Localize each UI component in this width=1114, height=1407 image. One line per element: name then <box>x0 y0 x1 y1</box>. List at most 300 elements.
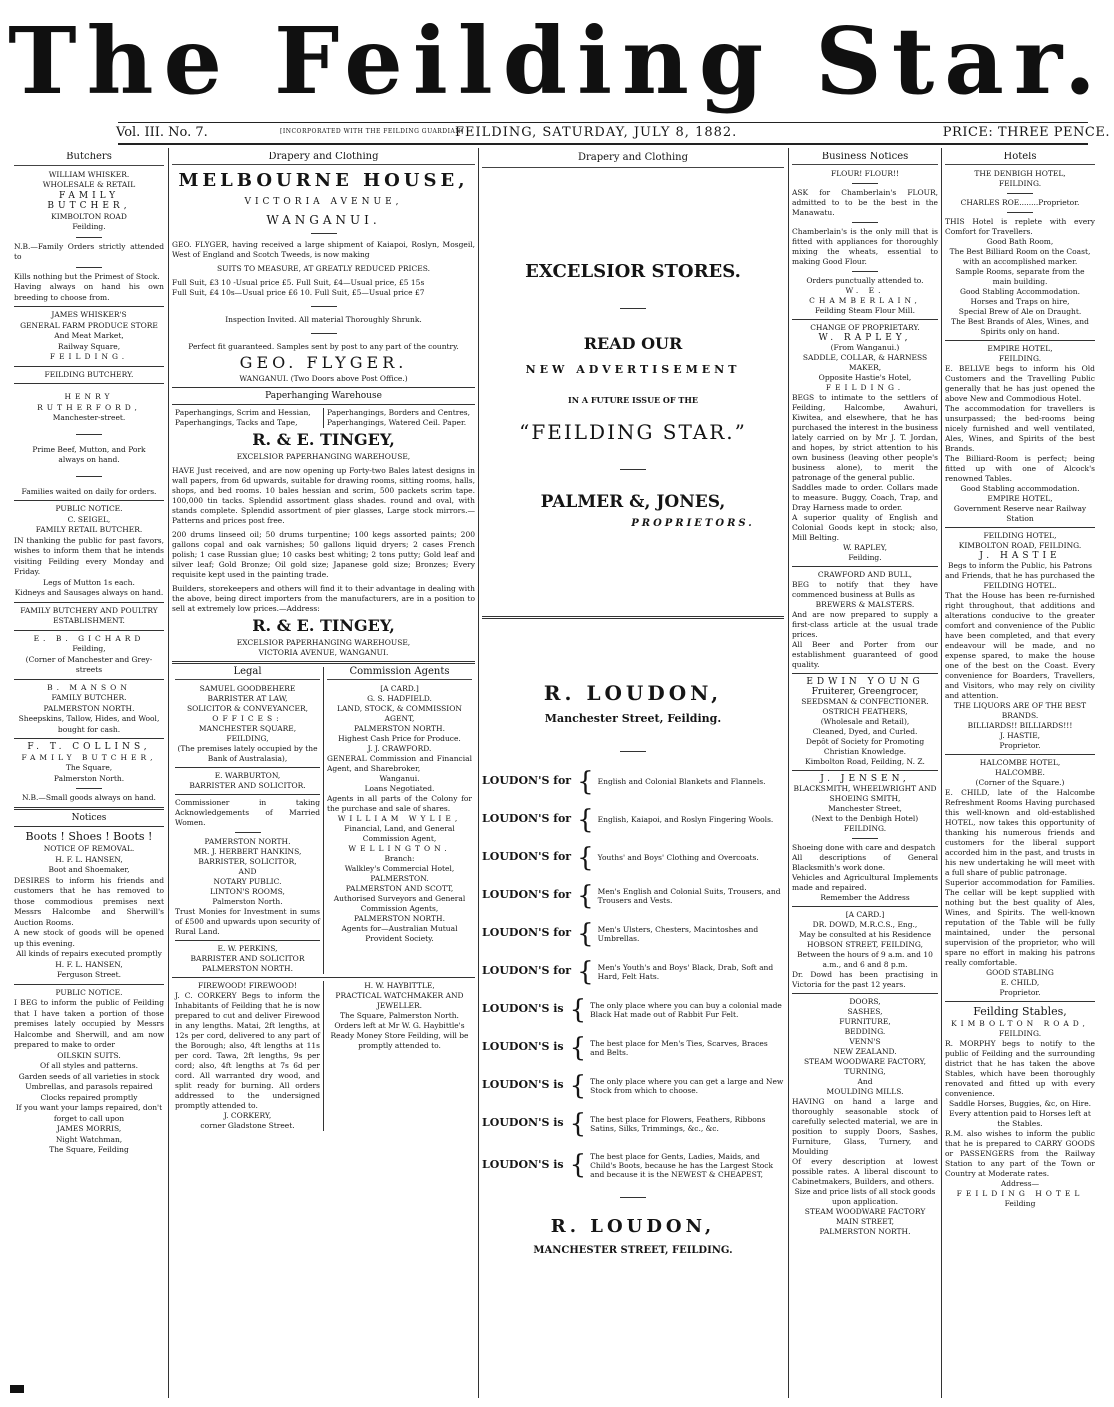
advert-name: “FEILDING STAR.” <box>519 419 747 444</box>
advert-text: E. BELLVE begs to inform his Old Customers and the Travelling Public generally that he has just opened the above New and Commodious Hotel. <box>945 364 1095 403</box>
advert-text: Agents in all parts of the Colony for the purchase and sale of shares. <box>327 794 472 813</box>
advert-name: FAMILY BUTCHER, <box>47 190 131 211</box>
advert-text: Saddles made to order. Collars made to measure. Buggy, Coach, Trap, and Dray Harness made to order. <box>792 483 938 512</box>
advert-name: E. B. GICHARD <box>33 633 145 643</box>
advert-text: KIMBOLTON ROAD, <box>951 1019 1089 1028</box>
divider <box>311 233 337 234</box>
advert-text: Feilding <box>1004 1199 1036 1208</box>
advert-text: (From Wanganui.) <box>830 343 900 352</box>
advert-name: W. RAPLEY, <box>818 333 912 343</box>
column-separator <box>941 148 942 1398</box>
advert-text: Full Suit, £3 10 -Usual price £5. Full Suit, £4—Usual price, £5 15s <box>172 278 425 287</box>
advert-text: BEGS to intimate to the settlers of Feilding, Halcombe, Awahuri, Kiwitea, and elsewhere, that he has purchased the interest in the business lately carried on by Mr J. T. Jordan, and hopes, by strict attention to his own business (leaving other people's business alone), to merit the patronage of the general public. <box>792 393 938 482</box>
divider <box>852 838 878 839</box>
advert-text: corner Gladstone Street. <box>200 1121 295 1130</box>
advert-text: (Corner of Manchester and Grey-streets <box>25 654 153 674</box>
advert-text: May be consulted at his Residence <box>798 930 932 939</box>
loudon-list-item <box>482 1032 784 1063</box>
advert-name: H. F. L. HANSEN, <box>55 959 123 969</box>
advert-name: J. CORKERY, <box>223 1111 272 1120</box>
divider <box>14 807 164 810</box>
divider <box>175 794 320 795</box>
divider <box>172 404 475 405</box>
section-header: Notices <box>71 812 107 823</box>
advert-text: Authorised Surveyors and General <box>333 894 466 903</box>
advert-text: BILLIARDS!! BILLIARDS!!! <box>967 721 1073 730</box>
advert-text: HAVING on hand a large and thoroughly seasonable stock of carefully selected material, we are in position to supply Doors, Sashes, Furniture, Glass, Turnery, and Moulding <box>792 1097 938 1156</box>
advert-name: FLOUR! FLOUR!! <box>830 169 900 178</box>
advert-text: Manchester Street, <box>828 804 902 813</box>
brace-icon: { <box>577 842 594 873</box>
advert-text: Prime Beef, Mutton, and Pork <box>32 444 146 454</box>
advert-name: G. S. HADFIELD. <box>367 694 432 703</box>
advert-text: FAMILY BUTCHER, <box>21 752 157 762</box>
advert-text: Depôt of Society for Promoting Christian Knowledge. <box>805 737 925 756</box>
section-header: Paperhanging Warehouse <box>265 391 382 401</box>
advert-text: The Best Brands of Ales, Wines, and Spirits only on hand. <box>951 317 1089 336</box>
divider <box>1007 193 1033 194</box>
divider <box>792 319 938 320</box>
divider <box>620 751 646 752</box>
advert-text: PALMERSTON NORTH. <box>354 724 445 733</box>
advert-text: Kidneys and Sausages always on hand. <box>14 588 164 597</box>
advert-text: WELLINGTON. <box>348 844 451 853</box>
advert-text: MANCHESTER SQUARE, <box>198 724 297 733</box>
firewood-column <box>172 981 323 1131</box>
advert-name: E. WARBURTON, <box>214 771 281 780</box>
commission-column <box>323 667 475 974</box>
advert-text: IN thanking the public for past favors, wishes to inform them that he intends visiting Feilding every Monday and Friday. <box>14 535 164 576</box>
column-drapery-loudon <box>482 152 784 1392</box>
brace-icon: { <box>569 1032 587 1063</box>
advert-text: FEILDING. <box>998 1029 1042 1038</box>
advert-text: Feilding. <box>848 553 882 562</box>
advert-text: OFFICES: <box>212 714 283 723</box>
brace-icon: { <box>577 880 594 911</box>
advert-text: MOULDING MILLS. <box>826 1087 904 1096</box>
advert-text: SUITS TO MEASURE, AT GREATLY REDUCED PRICES. <box>217 264 430 273</box>
advert-text: Palmerston North. <box>212 897 283 906</box>
advert-text: Orders punctually attended to. <box>806 276 924 285</box>
advert-name: EDWIN YOUNG <box>806 677 924 687</box>
divider <box>945 1001 1095 1002</box>
divider <box>14 630 164 631</box>
loudon-item-text: The best place for Flowers, Feathers, Ribbons Satins, Silks, Trimmings, &c., &c. <box>590 1114 766 1133</box>
price: PRICE: THREE PENCE. <box>942 125 1110 140</box>
divider <box>852 271 878 272</box>
divider <box>14 306 164 307</box>
loudon-item-key: LOUDON'S for <box>482 850 572 864</box>
advert-text: PALMERSTON NORTH. <box>202 964 293 973</box>
advert-text: Fruiterer, Greengrocer, <box>811 687 919 697</box>
divider <box>14 984 164 985</box>
advert-text: Good Stabling Accommodation. <box>960 287 1080 296</box>
masthead <box>0 0 1114 122</box>
advert-text: FEILDING, <box>226 734 269 743</box>
divider <box>852 222 878 223</box>
advert-text: Saddle Horses, Buggies, &c, on Hire. <box>948 1099 1092 1108</box>
section-header: Hotels <box>945 152 1095 165</box>
advert-text: HAVE Just received, and are now opening up Forty-two Bales latest designs in wall papers, from 6d upwards, suitable for drawing rooms, sitting rooms, halls, shops, and bed rooms. 10 bales hessian and scrim, 500 packets scrim tape. 100,000 tin tacks. Splendid assortment glass shades. round and oval, with stands complete. Splendid assortment of pier glasses, Large stock mirrors.—Patterns and prices post free. <box>172 466 475 525</box>
loudon-list-item <box>482 766 784 797</box>
advert-name: W. E. CHAMBERLAIN, <box>809 286 921 305</box>
divider <box>235 832 261 833</box>
advert-text: Railway Square, <box>57 341 121 351</box>
advert-text: PALMERSTON NORTH. <box>43 703 135 713</box>
loudon-item-text: English and Colonial Blankets and Flannels. <box>597 777 766 786</box>
advert-text: A new stock of goods will be opened up this evening. <box>14 928 164 948</box>
advert-text: always on hand. <box>58 455 120 464</box>
advert-text: PROPRIETORS. <box>631 517 755 529</box>
advert-text: NOTICE OF REMOVAL. <box>43 844 135 853</box>
advert-name: CHANGE OF PROPRIETARY. <box>810 323 920 332</box>
advert-name: J. HASTIE <box>979 551 1061 561</box>
incorporated-note: [INCORPORATED WITH THE FEILDING GUARDIAN] <box>280 128 464 135</box>
advert-text: J. C. CORKERY Begs to inform the Inhabitants of Feilding that he is now prepared to cut and deliver Firewood in any lengths. Matai, 2ft lengths, at 12s per cord, delivered to any part of the Borough; also, 4ft lengths at 11s per cord. Tawa, 2ft lengths, 9s per cord; also, 4ft lengths at 7s 6d per cord. All warranted dry wood, and split ready for burning. All orders addressed to the undersigned promptly attended to. <box>175 991 320 1110</box>
advert-text: Begs to inform the Public, his Patrons and Friends, that he has purchased the <box>945 561 1095 580</box>
advert-text: Dr. Dowd has been practising in Victoria for the past 12 years. <box>792 970 938 989</box>
advert-text: Families waited on daily for orders. <box>21 486 157 496</box>
advert-text: (Next to the Denbigh Hotel) <box>811 814 919 823</box>
divider <box>76 434 102 435</box>
advert-name: READ OUR <box>583 333 683 353</box>
advert-text: FEILDING. <box>998 179 1042 188</box>
divider <box>620 469 646 470</box>
masthead-title: The Feilding Star. <box>8 7 1106 115</box>
dateline <box>110 125 1110 141</box>
advert-text: NEW ADVERTISEMENT <box>525 362 741 376</box>
advert-text: Manchester Street, Feilding. <box>544 711 722 725</box>
loudon-list-item <box>482 1070 784 1101</box>
divider <box>311 306 337 307</box>
dateline-rule <box>118 143 1088 145</box>
advert-name: WILLIAM WHISKER. <box>48 169 130 179</box>
advert-text: HOBSON STREET, FEILDING, <box>806 940 924 949</box>
advert-text: Financial, Land, and General Commission Agent, <box>344 824 455 843</box>
divider <box>482 616 784 619</box>
advert-text: GEO. FLYGER, having received a large shipment of Kaiapoi, Roslyn, Mosgeil, West of England and Scotch Tweeds, is now making <box>172 240 475 259</box>
column-separator <box>478 148 479 1398</box>
advert-name: GEO. FLYGER. <box>239 353 408 372</box>
advert-text: Paperhangings, Scrim and Hessian, Paperhangings, Tacks and Tape, <box>175 408 311 427</box>
advert-name: E. W. PERKINS, <box>217 944 278 953</box>
advert-text: MANCHESTER STREET, FEILDING. <box>533 1244 733 1256</box>
advert-text: Palmerston North. <box>53 773 125 783</box>
loudon-item-text: Men's English and Colonial Suits, Trousers, and Trousers and Vests. <box>597 886 781 905</box>
scan-mark <box>10 1385 24 1393</box>
divider <box>175 940 320 941</box>
advert-text: Boot and Shoemaker, <box>48 865 130 874</box>
advert-text: [A CARD.] <box>380 684 419 693</box>
advert-text: Legs of Mutton 1s each. <box>43 577 135 587</box>
advert-text: SASHES, <box>847 1007 883 1016</box>
advert-name: R. LOUDON, <box>543 680 723 705</box>
loudon-item-key: LOUDON'S is <box>482 1002 564 1016</box>
advert-name: C. SEIGEL, <box>67 514 111 524</box>
advert-name: WILLIAM WYLIE, <box>337 814 462 823</box>
advert-text: VICTORIA AVENUE, WANGANUI. <box>258 648 389 657</box>
brace-icon: { <box>569 1070 587 1101</box>
advert-text: bought for cash. <box>57 724 121 734</box>
loudon-list <box>482 766 784 1180</box>
loudon-item-key: LOUDON'S for <box>482 964 572 978</box>
divider <box>792 673 938 674</box>
advert-text: WHOLESALE & RETAIL <box>42 180 136 189</box>
divider <box>14 679 164 680</box>
divider <box>311 333 337 334</box>
advert-text: Ferguson Street. <box>56 970 122 979</box>
advert-name: R. & E. TINGEY, <box>252 430 395 449</box>
advert-name: OILSKIN SUITS. <box>57 1050 121 1060</box>
advert-name: MELBOURNE HOUSE, <box>178 170 469 191</box>
advert-text: BLACKSMITH, WHEELWRIGHT AND SHOEING SMITH, <box>793 784 937 803</box>
advert-text: Manchester-street. <box>52 413 126 422</box>
advert-name: VENN'S <box>849 1037 881 1046</box>
advert-name: JAMES MORRIS, <box>56 1124 122 1133</box>
section-header: Drapery and Clothing <box>172 152 475 165</box>
advert-name: H. W. HAYBITTLE, <box>364 981 435 990</box>
advert-text: (The premises lately occupied by the Bank of Australasia), <box>177 744 318 763</box>
advert-text: BARRISTER, SOLICITOR, <box>198 857 297 866</box>
advert-text: CHARLES ROE........Proprietor. <box>960 198 1080 207</box>
divider <box>172 661 475 664</box>
advert-text: Every attention paid to Horses left at the Stables. <box>949 1109 1091 1128</box>
advert-text: R.M. also wishes to inform the public that he is prepared to CARRY GOODS or PASSENGERS from the Railway Station to any part of the Town or Country at Moderate rates. <box>945 1129 1095 1178</box>
advert-text: STEAM WOODWARE FACTORY, <box>803 1057 926 1066</box>
advert-text: Commissioner in taking Acknowledgements of Married Women. <box>175 798 320 827</box>
section-header: Commission Agents <box>327 667 472 680</box>
advert-text: Umbrellas, and parasols repaired <box>25 1082 153 1091</box>
advert-text: GENERAL FARM PRODUCE STORE <box>20 320 158 330</box>
advert-text: IN A FUTURE ISSUE OF THE <box>568 394 698 405</box>
loudon-item-text: Men's Ulsters, Chesters, Macintoshes and Umbrellas. <box>597 924 759 943</box>
advert-text: (Wholesale and Retail), <box>820 717 910 726</box>
loudon-item-key: LOUDON'S for <box>482 926 572 940</box>
divider <box>792 906 938 907</box>
advert-text: Orders left at Mr W. G. Haybittle's Ready Money Store Feilding, will be promptly attended to. <box>330 1021 469 1050</box>
legal-commission-split <box>172 667 475 974</box>
divider <box>945 527 1095 528</box>
advert-text: SADDLE, COLLAR, & HARNESS MAKER, <box>802 353 928 372</box>
advert-text: R. MORPHY begs to notify to the public of Feilding and the surrounding district that he has taken the above Stables, which have been thoroughly renovated and fitted up with every convenience. <box>945 1039 1095 1098</box>
advert-name: HENRY RUTHERFORD, <box>37 392 141 412</box>
advert-text: Kimbolton Road, Feilding, N. Z. <box>805 757 925 766</box>
divider <box>172 977 475 978</box>
loudon-list-item <box>482 918 784 949</box>
advert-text: Of all styles and patterns. <box>39 1061 138 1070</box>
divider <box>14 366 164 367</box>
brace-icon: { <box>569 1150 587 1180</box>
advert-text: FURNITURE, <box>839 1017 891 1026</box>
section-header: Business Notices <box>792 152 938 165</box>
divider <box>76 237 102 238</box>
divider <box>14 602 164 603</box>
divider <box>14 826 164 827</box>
advert-text: FEILDING. <box>843 824 887 833</box>
advert-text: The Square, Palmerston North. <box>340 1011 459 1020</box>
advert-name: H. F. L. HANSEN, <box>55 854 123 864</box>
advert-name: FEILDING BUTCHERY. <box>44 369 134 379</box>
advert-text: PALMERSTON NORTH. <box>819 1227 911 1236</box>
advert-text: KIMBOLTON ROAD <box>51 211 127 221</box>
advert-text: Kills nothing but the Primest of Stock. <box>14 271 160 281</box>
advert-text: The Billiard-Room is perfect; being fitted up with one of Alcock's renowned Tables. <box>945 454 1095 483</box>
advert-text: Cleaned, Dyed, and Curled. <box>812 727 918 736</box>
divider <box>175 767 320 768</box>
advert-name: F. T. COLLINS, <box>27 742 151 752</box>
advert-text: Garden seeds of all varieties in stock <box>18 1071 160 1081</box>
advert-text: FEILDING. <box>998 354 1042 363</box>
advert-name: PUBLIC NOTICE. <box>55 504 123 513</box>
loudon-list-item <box>482 842 784 873</box>
advert-text: I BEG to inform the public of Feilding that I have taken a portion of those premises lately occupied by Messrs Halcombe and Sherwill, and am now prepared to make to order <box>14 998 164 1049</box>
advert-text: AND <box>238 867 257 876</box>
advert-name: Feilding Stables, <box>973 1005 1067 1018</box>
advert-text: Between the hours of 9 a.m. and 10 a.m., and 6 and 8 p.m. <box>797 950 933 969</box>
advert-name: J. JENSEN, <box>820 774 910 784</box>
divider <box>945 340 1095 341</box>
place-date: FEILDING, SATURDAY, JULY 8, 1882. <box>455 125 738 140</box>
loudon-item-text: The only place where you can buy a colonial made Black Hat made out of Rabbit Fur Felt. <box>590 1000 782 1019</box>
advert-text: PALMERSTON NORTH. <box>354 914 445 923</box>
advert-text: FAMILY RETAIL BUTCHER. <box>35 525 143 534</box>
advert-text: HALCOMBE. <box>995 768 1045 777</box>
advert-name: EXCELSIOR STORES. <box>525 260 741 282</box>
advert-text: THIS Hotel is replete with every Comfort for Travellers. <box>945 217 1095 236</box>
advert-text: Good Bath Room, <box>986 237 1054 246</box>
advert-name: THE DENBIGH HOTEL, <box>974 169 1066 178</box>
section-header: Butchers <box>14 152 164 166</box>
column-butchers <box>14 152 164 1392</box>
loudon-item-text: Youths' and Boys' Clothing and Overcoats. <box>597 853 759 862</box>
brace-icon: { <box>577 918 594 949</box>
advert-name: W. RAPLEY, <box>842 543 888 552</box>
divider <box>852 183 878 184</box>
divider <box>620 1197 646 1198</box>
advert-text: Opposite Hastie's Hotel, <box>818 373 912 382</box>
advert-text: The accommodation for travellers is unsurpassed; the bed-rooms being nicely furnished and well ventilated, Ales, Wines, and Spirits of the best Brands. <box>945 404 1095 453</box>
advert-name: PALMER &, JONES, <box>540 491 726 512</box>
advert-name: PALMERSTON AND SCOTT, <box>345 884 454 893</box>
advert-text: [A CARD.] <box>845 910 885 919</box>
column-hotels <box>945 152 1095 1392</box>
advert-text: Chamberlain's is the only mill that is fitted with appliances for thoroughly mixing the wheats, essential to making Good Flour. <box>792 227 938 266</box>
advert-text: TURNING, <box>844 1067 886 1076</box>
advert-text: Inspection Invited. All material Thoroughly Shrunk. <box>225 315 422 324</box>
divider <box>1007 212 1033 213</box>
advert-name: MR. J. HERBERT HANKINS, <box>193 847 302 856</box>
advert-text: STEAM WOODWARE FACTORY <box>804 1207 926 1216</box>
volume-number: Vol. III. No. 7. <box>116 125 208 140</box>
advert-name: FEILDING HOTEL, <box>983 531 1057 540</box>
advert-text: Proprietor. <box>999 988 1041 997</box>
advert-text: The Square, <box>65 763 113 772</box>
advert-text: ASK for Chamberlain's FLOUR, admitted to to be the best in the Manawatu. <box>792 188 938 217</box>
divider <box>792 770 938 771</box>
advert-text: And Meat Market, <box>54 331 124 340</box>
advert-name: JAMES WHISKER'S <box>51 310 127 319</box>
advert-text: Commission Agents, <box>360 904 439 913</box>
loudon-item-key: LOUDON'S is <box>482 1116 564 1130</box>
brace-icon: { <box>569 1108 587 1139</box>
advert-text: Sample Rooms, separate from the main building. <box>955 267 1085 286</box>
loudon-list-item <box>482 956 784 987</box>
advert-name: EMPIRE HOTEL, <box>987 494 1053 503</box>
advert-name: PUBLIC NOTICE. <box>55 987 123 997</box>
brace-icon: { <box>569 994 587 1025</box>
loudon-item-text: The only place where you can get a large and New Stock from which to choose. <box>590 1076 784 1095</box>
advert-text: All descriptions of General Blacksmith's work done. <box>792 853 938 872</box>
advert-text: SOLICITOR & CONVEYANCER, <box>186 704 309 713</box>
advert-name: Boots ! Shoes ! Boots ! <box>25 830 153 843</box>
advert-name: B. MANSON <box>47 682 131 692</box>
advert-text: Of every description at lowest possible rates. A liberal discount to Cabinetmakers, Builders, and others. <box>792 1157 938 1186</box>
advert-text: Branch: <box>384 854 415 863</box>
loudon-item-key: LOUDON'S is <box>482 1078 564 1092</box>
advert-text: EXCELSIOR PAPERHANGING WAREHOUSE, <box>236 638 411 647</box>
advert-name: OSTRICH FEATHERS, <box>822 707 908 716</box>
advert-text: WANGANUI. <box>266 213 381 227</box>
divider <box>76 267 102 268</box>
divider <box>945 754 1095 755</box>
advert-text: Builders, storekeepers and others will find it to their advantage in dealing with the above, being direct importers from the manufacturers, are in a position to sell at extremely low prices.—Address: <box>172 584 475 613</box>
advert-name: FIREWOOD! FIREWOOD! <box>197 981 298 990</box>
advert-name: EMPIRE HOTEL, <box>987 344 1053 353</box>
advert-text: Full Suit, £4 10s—Usual price £6 10. Full Suit, £5—Usual price £7 <box>172 288 425 297</box>
advert-text: Sheepskins, Tallow, Hides, and Wool, <box>18 714 160 723</box>
advert-text: Walkley's Commercial Hotel, <box>344 864 455 873</box>
advert-text: Shoeing done with care and despatch <box>792 843 936 852</box>
advert-text: SEEDSMAN & CONFECTIONER. <box>801 697 929 706</box>
advert-text: Feilding, <box>72 644 106 653</box>
advert-text: FAMILY BUTCHER. <box>51 693 127 702</box>
advert-text: Vehicles and Agricultural Implements made and repaired. <box>792 873 938 892</box>
divider <box>76 476 102 477</box>
advert-text: LAND, STOCK, & COMMISSION AGENT, <box>337 704 462 723</box>
advert-text: KIMBOLTON ROAD, FEILDING. <box>958 541 1082 550</box>
advert-text: PALMERSTON. <box>370 874 429 883</box>
divider <box>14 738 164 739</box>
advert-text: Government Reserve near Railway Station <box>953 504 1087 523</box>
advert-text: Remember the Address <box>820 893 910 902</box>
advert-text: BARRISTER AND SOLICITOR <box>190 954 305 963</box>
advert-text: All kinds of repairs executed promptly <box>16 949 162 958</box>
loudon-list-item <box>482 994 784 1025</box>
loudon-item-text: Men's Youth's and Boys' Black, Drab, Soft and Hard, Felt Hats. <box>597 962 774 981</box>
advert-text: (Corner of the Square.) <box>975 778 1065 787</box>
top-rule <box>118 122 1088 123</box>
watchmaker-column <box>323 981 475 1131</box>
advert-text: Size and price lists of all stock goods upon application. <box>794 1187 936 1206</box>
advert-text: VICTORIA AVENUE, <box>244 197 403 207</box>
advert-text: BARRISTER AT LAW, <box>207 694 288 703</box>
advert-text: FEILDING HOTEL <box>956 1189 1084 1198</box>
advert-text: LINTON'S ROOMS, <box>210 887 285 896</box>
column-separator <box>168 148 169 1398</box>
advert-name: HALCOMBE HOTEL, <box>979 758 1061 767</box>
advert-text: NEW ZEALAND. <box>833 1047 897 1056</box>
advert-text: Proprietor. <box>999 741 1041 750</box>
advert-text: 200 drums linseed oil; 50 drums turpentine; 100 kegs assorted paints; 200 gallons copal and oak varnishes; 50 gallons liquid dryers; 2 cases French polish; 1 case Russian glue; 10 casks best whiting; 2 tons putty; Gold leaf and silver leaf; Gold Bronze; Oil gold size; Japanese gold size; Bronzes; Every requisite kept used in the painting trade. <box>172 530 475 579</box>
loudon-item-text: The best place for Men's Ties, Scarves, Braces and Belts. <box>590 1038 768 1057</box>
loudon-item-key: LOUDON'S is <box>482 1040 564 1054</box>
advert-name: SAMUEL GOODBEHERE <box>199 684 296 693</box>
advert-text: NOTARY PUBLIC. <box>213 877 282 886</box>
advert-text: Feilding. <box>72 222 106 231</box>
firewood-watchmaker-split <box>172 981 475 1131</box>
advert-text: A superior quality of English and Colonial Goods kept in stock; also, Mill Belting. <box>792 513 938 542</box>
advert-text: Having always on hand his own breeding to choose from. <box>14 282 164 302</box>
